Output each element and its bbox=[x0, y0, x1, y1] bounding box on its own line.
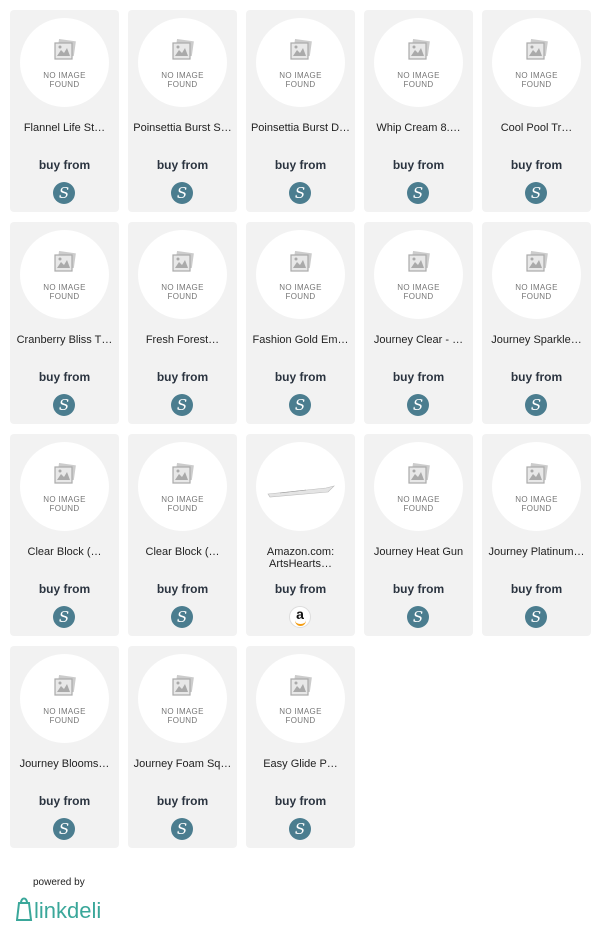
product-card[interactable] bbox=[482, 222, 591, 424]
s-store-icon[interactable]: S bbox=[171, 818, 193, 840]
no-image-label: NO IMAGE FOUND bbox=[397, 495, 440, 513]
product-thumbnail[interactable] bbox=[492, 18, 581, 107]
no-image-label: NO IMAGE FOUND bbox=[161, 707, 204, 725]
no-image-icon bbox=[53, 463, 77, 485]
product-thumbnail[interactable] bbox=[138, 230, 227, 319]
no-image-icon bbox=[525, 463, 549, 485]
buy-from-label[interactable]: buy from bbox=[510, 370, 563, 384]
linkdeli-wordmark: linkdeli bbox=[34, 898, 102, 923]
product-thumbnail[interactable] bbox=[20, 442, 109, 531]
no-image-label: NO IMAGE FOUND bbox=[515, 283, 558, 301]
product-card[interactable] bbox=[246, 646, 355, 848]
product-title[interactable]: Journey Platinum… bbox=[488, 546, 585, 558]
s-store-icon[interactable]: S bbox=[53, 182, 75, 204]
no-image-label: NO IMAGE FOUND bbox=[515, 495, 558, 513]
linkdeli-logo[interactable] bbox=[16, 893, 108, 923]
product-title[interactable]: Amazon.com: ArtsHearts… bbox=[266, 546, 335, 570]
no-image-label: NO IMAGE FOUND bbox=[43, 71, 86, 89]
product-title[interactable]: Journey Sparkle… bbox=[491, 334, 582, 346]
no-image-icon bbox=[525, 251, 549, 273]
no-image-label: NO IMAGE FOUND bbox=[43, 283, 86, 301]
pen-tool-image bbox=[266, 482, 336, 500]
no-image-icon bbox=[53, 675, 77, 697]
no-image-icon bbox=[407, 39, 431, 61]
s-store-icon[interactable]: S bbox=[289, 182, 311, 204]
buy-from-label[interactable]: buy from bbox=[274, 370, 327, 384]
product-title[interactable]: Cool Pool Tr… bbox=[500, 122, 573, 134]
product-thumbnail[interactable] bbox=[256, 654, 345, 743]
product-title[interactable]: Clear Block (… bbox=[145, 546, 220, 558]
no-image-icon bbox=[289, 251, 313, 273]
product-card[interactable] bbox=[128, 10, 237, 212]
product-thumbnail[interactable] bbox=[374, 18, 463, 107]
no-image-icon bbox=[171, 463, 195, 485]
product-card[interactable] bbox=[128, 222, 237, 424]
buy-from-label[interactable]: buy from bbox=[274, 794, 327, 808]
s-store-icon[interactable]: S bbox=[171, 394, 193, 416]
buy-from-label[interactable]: buy from bbox=[38, 370, 91, 384]
product-thumbnail[interactable] bbox=[256, 18, 345, 107]
buy-from-label[interactable]: buy from bbox=[274, 158, 327, 172]
buy-from-label[interactable]: buy from bbox=[38, 794, 91, 808]
no-image-icon bbox=[53, 39, 77, 61]
product-card[interactable] bbox=[482, 10, 591, 212]
no-image-label: NO IMAGE FOUND bbox=[279, 71, 322, 89]
s-store-icon[interactable]: S bbox=[525, 182, 547, 204]
no-image-label: NO IMAGE FOUND bbox=[279, 707, 322, 725]
no-image-icon bbox=[171, 675, 195, 697]
product-card[interactable] bbox=[364, 222, 473, 424]
buy-from-label[interactable]: buy from bbox=[38, 158, 91, 172]
product-thumbnail[interactable] bbox=[138, 654, 227, 743]
buy-from-label[interactable]: buy from bbox=[156, 370, 209, 384]
product-thumbnail[interactable] bbox=[374, 442, 463, 531]
product-card[interactable] bbox=[364, 10, 473, 212]
product-card[interactable] bbox=[246, 222, 355, 424]
s-store-icon[interactable]: S bbox=[53, 606, 75, 628]
buy-from-label[interactable]: buy from bbox=[510, 158, 563, 172]
buy-from-label[interactable]: buy from bbox=[38, 582, 91, 596]
product-title[interactable]: Cranberry Bliss T… bbox=[16, 334, 113, 346]
product-thumbnail[interactable] bbox=[138, 18, 227, 107]
amazon-icon[interactable]: a bbox=[289, 606, 311, 628]
product-card[interactable] bbox=[10, 646, 119, 848]
s-store-icon[interactable]: S bbox=[289, 394, 311, 416]
no-image-icon bbox=[171, 39, 195, 61]
no-image-icon bbox=[407, 463, 431, 485]
no-image-icon bbox=[53, 251, 77, 273]
s-store-icon[interactable]: S bbox=[407, 182, 429, 204]
product-thumbnail[interactable] bbox=[20, 230, 109, 319]
no-image-icon bbox=[525, 39, 549, 61]
no-image-label: NO IMAGE FOUND bbox=[161, 495, 204, 513]
s-store-icon[interactable]: S bbox=[53, 818, 75, 840]
product-title[interactable]: Whip Cream 8.… bbox=[376, 122, 461, 134]
s-store-icon[interactable]: S bbox=[525, 394, 547, 416]
product-card[interactable] bbox=[128, 646, 237, 848]
product-thumbnail[interactable] bbox=[256, 230, 345, 319]
no-image-label: NO IMAGE FOUND bbox=[161, 283, 204, 301]
s-store-icon[interactable]: S bbox=[171, 182, 193, 204]
buy-from-label[interactable]: buy from bbox=[392, 582, 445, 596]
no-image-label: NO IMAGE FOUND bbox=[397, 283, 440, 301]
product-title[interactable]: Journey Blooms… bbox=[19, 758, 110, 770]
product-title[interactable]: Clear Block (… bbox=[27, 546, 102, 558]
product-title[interactable]: Poinsettia Burst S… bbox=[133, 122, 232, 134]
no-image-icon bbox=[289, 39, 313, 61]
product-thumbnail[interactable] bbox=[492, 442, 581, 531]
product-thumbnail[interactable] bbox=[492, 230, 581, 319]
product-card[interactable] bbox=[482, 434, 591, 636]
s-store-icon[interactable]: S bbox=[407, 606, 429, 628]
product-card[interactable] bbox=[10, 10, 119, 212]
buy-from-label[interactable]: buy from bbox=[274, 582, 327, 596]
product-card[interactable] bbox=[246, 434, 355, 636]
product-title[interactable]: Fashion Gold Em… bbox=[252, 334, 349, 346]
s-store-icon[interactable]: S bbox=[407, 394, 429, 416]
no-image-label: NO IMAGE FOUND bbox=[161, 71, 204, 89]
product-title[interactable]: Easy Glide P… bbox=[263, 758, 338, 770]
product-thumbnail[interactable] bbox=[374, 230, 463, 319]
product-title[interactable]: Journey Heat Gun bbox=[373, 546, 464, 558]
s-store-icon[interactable]: S bbox=[53, 394, 75, 416]
no-image-icon bbox=[289, 675, 313, 697]
buy-from-label[interactable]: buy from bbox=[510, 582, 563, 596]
no-image-label: NO IMAGE FOUND bbox=[397, 71, 440, 89]
product-card[interactable] bbox=[128, 434, 237, 636]
s-store-icon[interactable]: S bbox=[289, 818, 311, 840]
buy-from-label[interactable]: buy from bbox=[156, 794, 209, 808]
no-image-icon bbox=[171, 251, 195, 273]
buy-from-label[interactable]: buy from bbox=[392, 158, 445, 172]
product-title[interactable]: Fresh Forest… bbox=[145, 334, 220, 346]
product-thumbnail[interactable] bbox=[20, 18, 109, 107]
no-image-label: NO IMAGE FOUND bbox=[43, 495, 86, 513]
product-card[interactable] bbox=[10, 222, 119, 424]
product-thumbnail[interactable] bbox=[256, 442, 345, 531]
product-title[interactable]: Flannel Life St… bbox=[23, 122, 106, 134]
buy-from-label[interactable]: buy from bbox=[156, 158, 209, 172]
product-thumbnail[interactable] bbox=[138, 442, 227, 531]
buy-from-label[interactable]: buy from bbox=[156, 582, 209, 596]
product-thumbnail[interactable] bbox=[20, 654, 109, 743]
product-card[interactable] bbox=[364, 434, 473, 636]
s-store-icon[interactable]: S bbox=[171, 606, 193, 628]
no-image-label: NO IMAGE FOUND bbox=[515, 71, 558, 89]
product-title[interactable]: Poinsettia Burst D… bbox=[250, 122, 351, 134]
no-image-label: NO IMAGE FOUND bbox=[279, 283, 322, 301]
product-card[interactable] bbox=[10, 434, 119, 636]
no-image-label: NO IMAGE FOUND bbox=[43, 707, 86, 725]
no-image-icon bbox=[407, 251, 431, 273]
product-card[interactable] bbox=[246, 10, 355, 212]
s-store-icon[interactable]: S bbox=[525, 606, 547, 628]
powered-by-text: powered by bbox=[33, 877, 85, 888]
product-title[interactable]: Journey Foam Sq… bbox=[133, 758, 232, 770]
product-title[interactable]: Journey Clear - … bbox=[373, 334, 464, 346]
buy-from-label[interactable]: buy from bbox=[392, 370, 445, 384]
